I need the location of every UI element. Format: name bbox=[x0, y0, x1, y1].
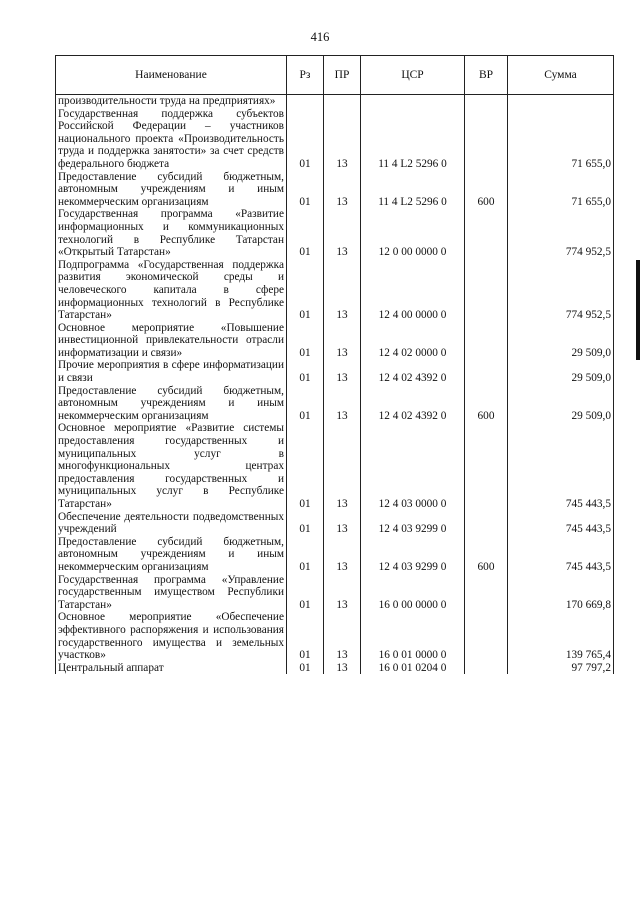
row-rz: 01 bbox=[287, 385, 324, 423]
row-csr: 12 4 03 0000 0 bbox=[361, 422, 465, 510]
row-vr bbox=[465, 108, 508, 171]
table-body bbox=[56, 95, 614, 675]
row-sum: 139 765,4 bbox=[508, 611, 614, 661]
row-csr: 12 4 02 4392 0 bbox=[361, 385, 465, 423]
row-sum: 745 443,5 bbox=[508, 422, 614, 510]
row-csr bbox=[361, 95, 465, 108]
row-vr bbox=[465, 422, 508, 510]
header-name: Наименование bbox=[56, 56, 287, 95]
row-pr: 13 bbox=[324, 259, 361, 322]
row-pr: 13 bbox=[324, 662, 361, 675]
header-vr: ВР bbox=[465, 56, 508, 95]
row-sum: 170 669,8 bbox=[508, 574, 614, 612]
row-vr: 600 bbox=[465, 536, 508, 574]
row-vr bbox=[465, 359, 508, 384]
row-pr bbox=[324, 95, 361, 108]
row-rz: 01 bbox=[287, 108, 324, 171]
header-pr: ПР bbox=[324, 56, 361, 95]
row-sum: 745 443,5 bbox=[508, 511, 614, 536]
row-pr: 13 bbox=[324, 611, 361, 661]
row-pr: 13 bbox=[324, 511, 361, 536]
table-row bbox=[56, 574, 614, 612]
row-rz: 01 bbox=[287, 208, 324, 258]
row-sum: 97 797,2 bbox=[508, 662, 614, 675]
row-csr: 12 4 02 4392 0 bbox=[361, 359, 465, 384]
row-name: Прочие мероприятия в сфере информатизации и связи bbox=[56, 359, 287, 384]
header-csr: ЦСР bbox=[361, 56, 465, 95]
row-name: Основное мероприятие «Развитие системы предоставления государственных и муниципальных услуг в многофункциональных центрах предоставления государственных и муниципальных услуг в Республике Татарстан» bbox=[56, 422, 287, 510]
row-pr: 13 bbox=[324, 171, 361, 209]
table-row bbox=[56, 322, 614, 360]
row-name: Обеспечение деятельности подведомственных учреждений bbox=[56, 511, 287, 536]
row-csr: 12 4 02 0000 0 bbox=[361, 322, 465, 360]
row-name: Государственная программа «Развитие информационных и коммуникационных технологий в Республике Татарстан «Открытый Татарстан» bbox=[56, 208, 287, 258]
row-name: Подпрограмма «Государственная поддержка развития экономической среды и человеческого капитала в сфере информационных технологий в Республике Татарстан» bbox=[56, 259, 287, 322]
row-rz bbox=[287, 95, 324, 108]
row-csr: 12 4 03 9299 0 bbox=[361, 511, 465, 536]
row-rz: 01 bbox=[287, 322, 324, 360]
row-pr: 13 bbox=[324, 536, 361, 574]
row-name: Предоставление субсидий бюджетным, автономным учреждениям и иным некоммерческим организациям bbox=[56, 536, 287, 574]
row-name: Основное мероприятие «Повышение инвестиционной привлекательности отрасли информатизации и связи» bbox=[56, 322, 287, 360]
row-pr: 13 bbox=[324, 322, 361, 360]
row-pr: 13 bbox=[324, 385, 361, 423]
table-row bbox=[56, 208, 614, 258]
row-sum bbox=[508, 95, 614, 108]
table-row bbox=[56, 259, 614, 322]
table-header-row bbox=[56, 56, 614, 95]
row-sum: 29 509,0 bbox=[508, 385, 614, 423]
row-rz: 01 bbox=[287, 259, 324, 322]
row-rz: 01 bbox=[287, 662, 324, 675]
row-vr bbox=[465, 95, 508, 108]
row-pr: 13 bbox=[324, 422, 361, 510]
row-rz: 01 bbox=[287, 574, 324, 612]
row-sum: 745 443,5 bbox=[508, 536, 614, 574]
row-vr: 600 bbox=[465, 171, 508, 209]
row-rz: 01 bbox=[287, 511, 324, 536]
row-sum: 29 509,0 bbox=[508, 359, 614, 384]
budget-table bbox=[55, 55, 614, 674]
row-name: Государственная поддержка субъектов Российской Федерации – участников национального проекта «Производительность труда и поддержка занятости» за счет средств федерального бюджета bbox=[56, 108, 287, 171]
row-csr: 16 0 01 0204 0 bbox=[361, 662, 465, 675]
row-name: Предоставление субсидий бюджетным, автономным учреждениям и иным некоммерческим организациям bbox=[56, 385, 287, 423]
row-rz: 01 bbox=[287, 536, 324, 574]
row-sum: 71 655,0 bbox=[508, 108, 614, 171]
table-row bbox=[56, 359, 614, 384]
row-vr bbox=[465, 662, 508, 675]
table-row bbox=[56, 108, 614, 171]
row-pr: 13 bbox=[324, 574, 361, 612]
row-vr bbox=[465, 511, 508, 536]
row-sum: 774 952,5 bbox=[508, 208, 614, 258]
row-csr: 11 4 L2 5296 0 bbox=[361, 108, 465, 171]
table-row bbox=[56, 611, 614, 661]
row-rz: 01 bbox=[287, 422, 324, 510]
row-sum: 774 952,5 bbox=[508, 259, 614, 322]
row-pr: 13 bbox=[324, 208, 361, 258]
row-sum: 71 655,0 bbox=[508, 171, 614, 209]
row-name: Центральный аппарат bbox=[56, 662, 287, 675]
row-name: Основное мероприятие «Обеспечение эффективного распоряжения и использования государственного имущества и земельных участков» bbox=[56, 611, 287, 661]
table-row bbox=[56, 385, 614, 423]
row-vr bbox=[465, 259, 508, 322]
row-csr: 12 4 03 9299 0 bbox=[361, 536, 465, 574]
row-vr: 600 bbox=[465, 385, 508, 423]
row-name: производительности труда на предприятиях» bbox=[56, 95, 287, 108]
row-rz: 01 bbox=[287, 359, 324, 384]
row-vr bbox=[465, 322, 508, 360]
row-csr: 16 0 00 0000 0 bbox=[361, 574, 465, 612]
row-rz: 01 bbox=[287, 171, 324, 209]
scan-edge-mark bbox=[636, 260, 640, 360]
row-vr bbox=[465, 208, 508, 258]
row-pr: 13 bbox=[324, 359, 361, 384]
table-row bbox=[56, 95, 614, 108]
row-vr bbox=[465, 611, 508, 661]
table-row bbox=[56, 536, 614, 574]
row-vr bbox=[465, 574, 508, 612]
row-csr: 16 0 01 0000 0 bbox=[361, 611, 465, 661]
table-row bbox=[56, 171, 614, 209]
row-name: Предоставление субсидий бюджетным, автономным учреждениям и иным некоммерческим организациям bbox=[56, 171, 287, 209]
row-name: Государственная программа «Управление государственным имуществом Республики Татарстан» bbox=[56, 574, 287, 612]
row-pr: 13 bbox=[324, 108, 361, 171]
row-rz: 01 bbox=[287, 611, 324, 661]
page-number: 416 bbox=[310, 30, 330, 44]
header-sum: Сумма bbox=[508, 56, 614, 95]
row-csr: 12 0 00 0000 0 bbox=[361, 208, 465, 258]
row-sum: 29 509,0 bbox=[508, 322, 614, 360]
header-rz: Рз bbox=[287, 56, 324, 95]
table-row bbox=[56, 422, 614, 510]
table-row bbox=[56, 662, 614, 675]
table-row bbox=[56, 511, 614, 536]
row-csr: 11 4 L2 5296 0 bbox=[361, 171, 465, 209]
row-csr: 12 4 00 0000 0 bbox=[361, 259, 465, 322]
